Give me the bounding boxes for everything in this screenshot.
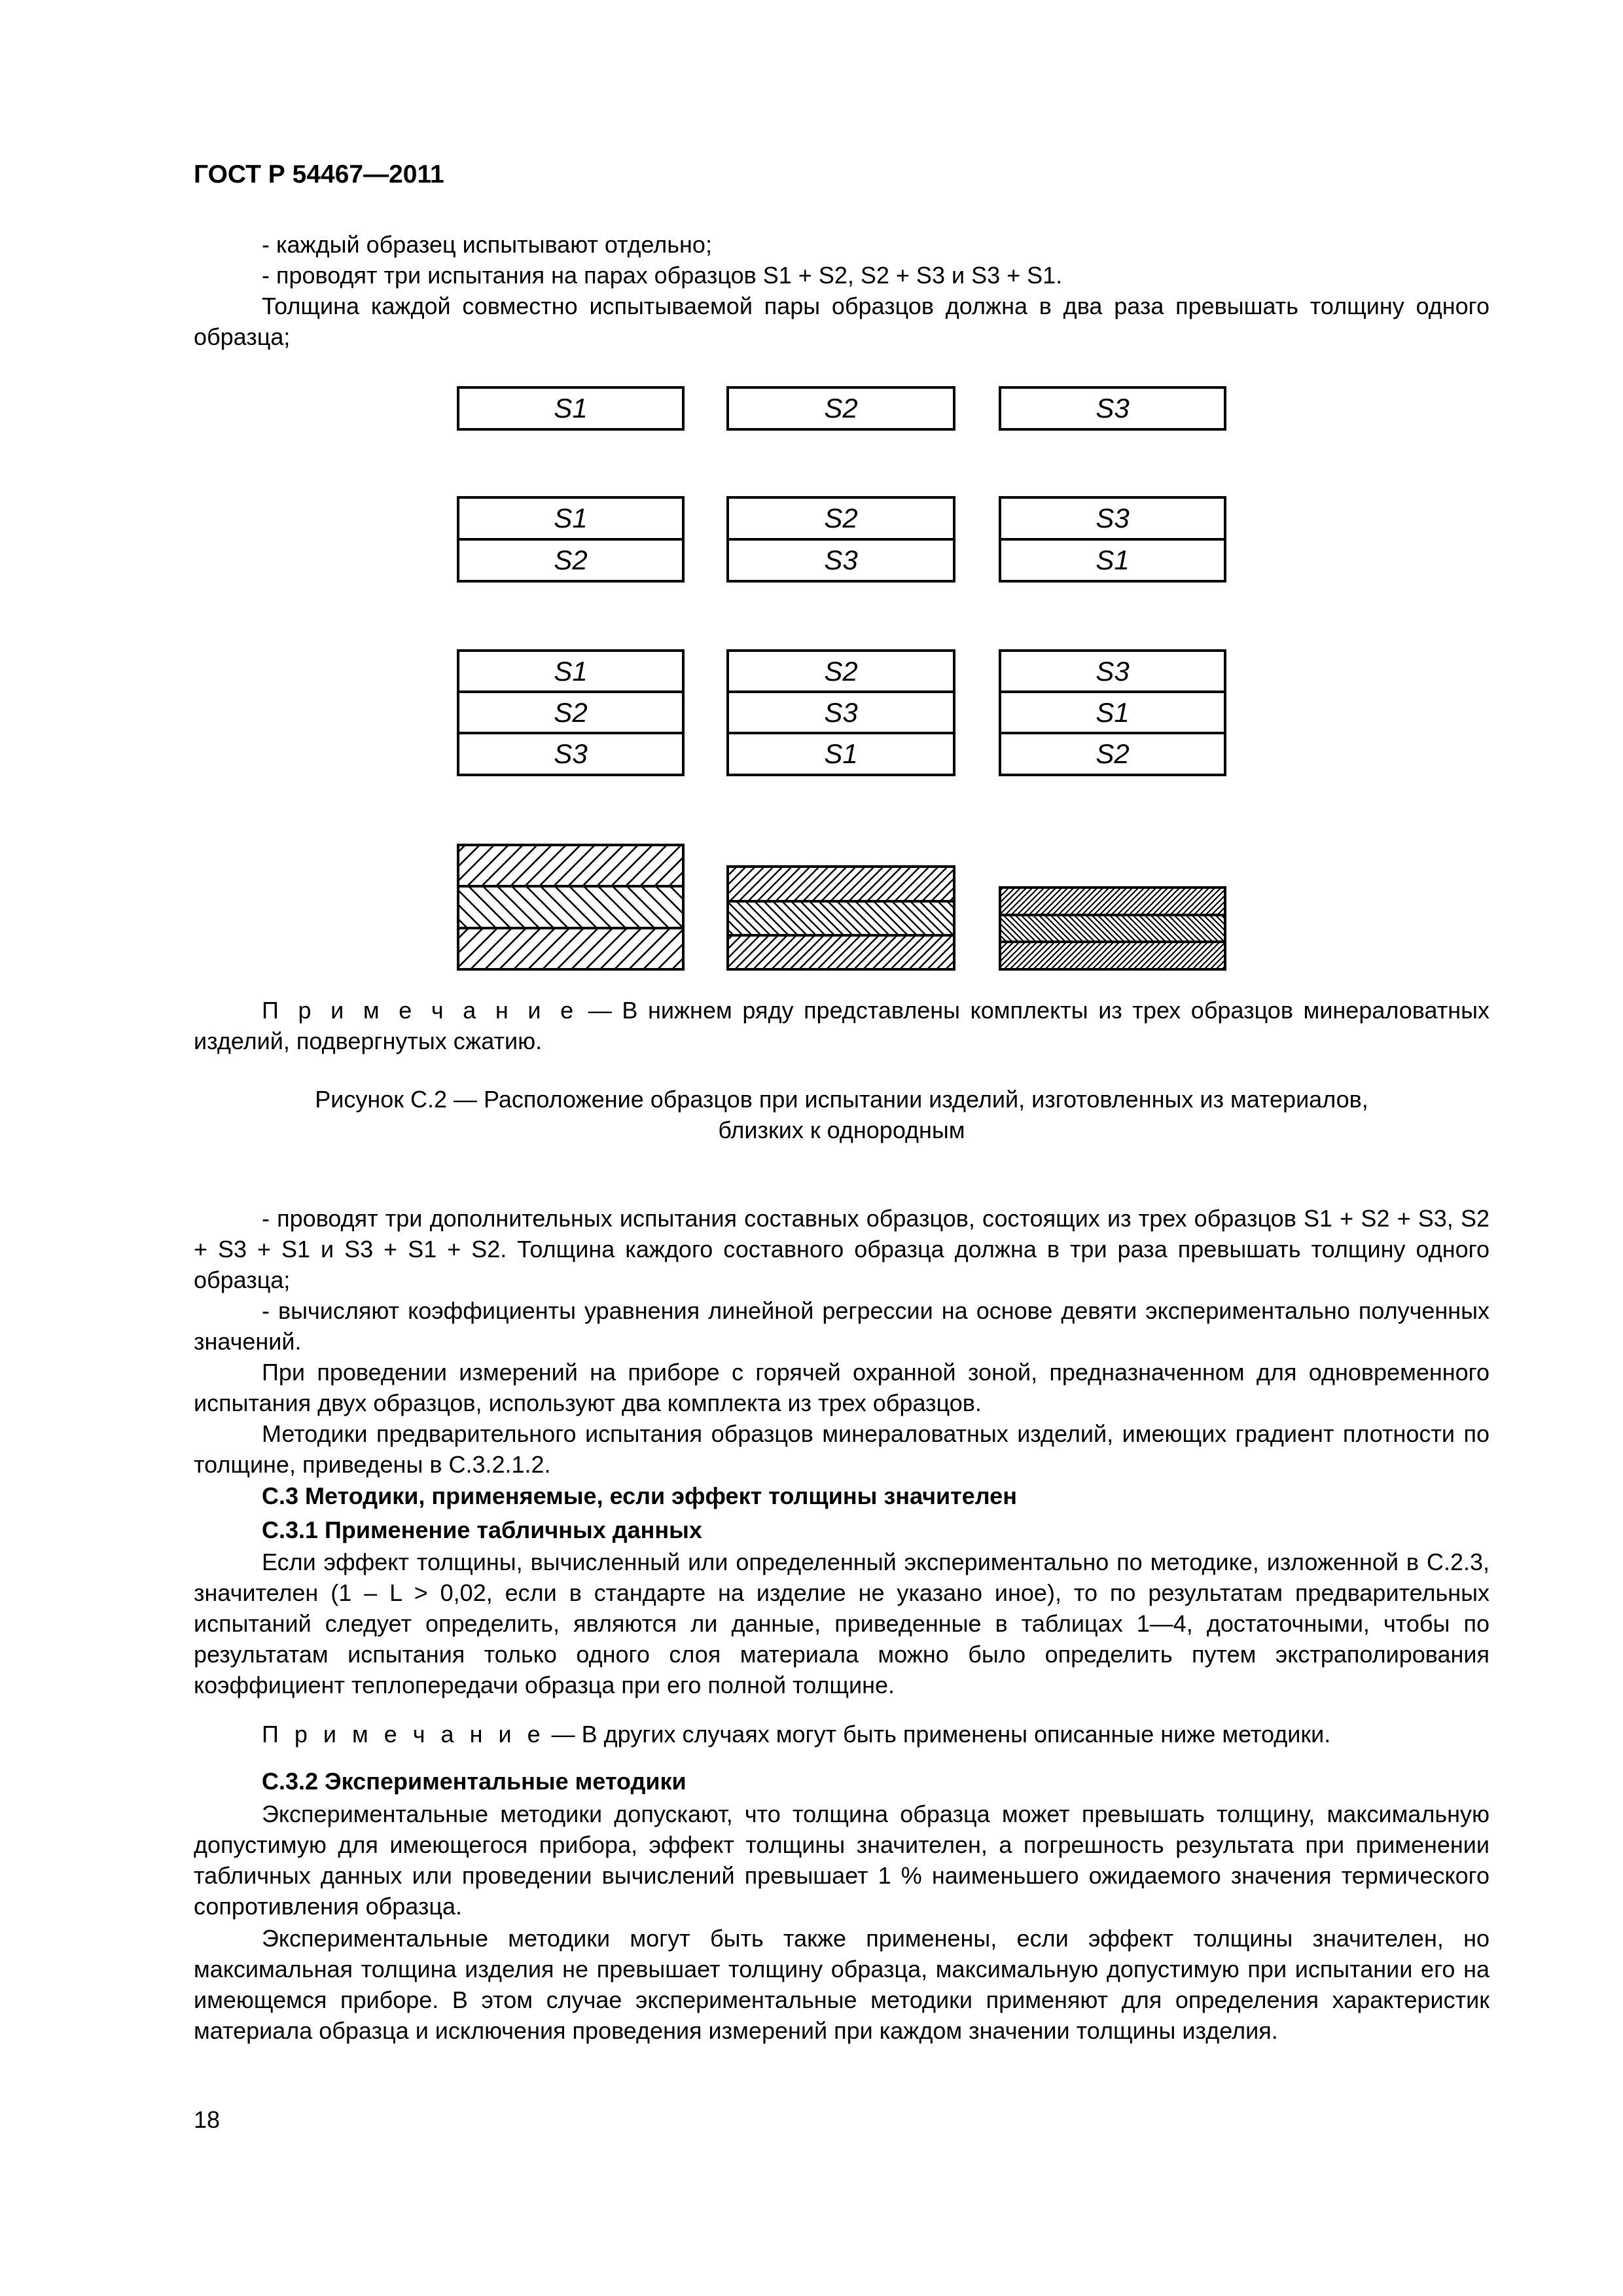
compressed-set-1 — [458, 845, 683, 969]
specimen-label: S1 — [1096, 545, 1130, 575]
heading-c32: С.3.2 Экспериментальные методики — [262, 1768, 687, 1795]
heading-c3: С.3 Методики, применяемые, если эффект толщины значителен — [262, 1482, 1017, 1509]
paired-specimens-row — [458, 497, 1225, 581]
specimen-label: S2 — [554, 697, 588, 728]
figure-note — [194, 995, 1489, 1056]
compressed-set-2 — [728, 867, 954, 969]
paragraph-c32-b: Экспериментальные методики могут быть также применены, если эффект толщины значителен, но максимальная толщина изделия не превышает толщину образца, максимальную допустимую при испытании его на имеющемся приборе. В этом случае экспериментальные методики применяют для определения характеристик материала образца и исключения проведения измерений при каждом значении толщины изделия. — [194, 1925, 1489, 2044]
note-other-cases — [194, 1719, 1489, 1749]
note-text: — В нижнем ряду представлены комплекты из трех образцов минераловатных изделий, подвергнутых сжатию. — [194, 997, 1489, 1054]
list-item-composite-tests: - проводят три дополнительных испытания составных образцов, состоящих из трех образцов S1 + S2 + S3, S2 + S3 + S1 и S3 + S1 + S2. Толщина каждого составного образца должна в три раза превышать толщину одного образца; — [194, 1205, 1489, 1293]
specimen-label: S3 — [824, 697, 858, 728]
specimen-label: S2 — [824, 656, 858, 687]
compressed-specimens-row — [458, 845, 1225, 969]
specimen-label: S3 — [1096, 393, 1130, 423]
note-label: П р и м е ч а н и е — [262, 997, 579, 1024]
compressed-set-3 — [1000, 888, 1225, 969]
specimen-label: S3 — [1096, 656, 1130, 687]
figure-caption-line-2: близких к однородным — [718, 1117, 965, 1143]
intro-item-1: - каждый образец испытывают отдельно; — [262, 231, 712, 258]
specimen-label: S2 — [554, 545, 588, 575]
intro-paragraph: Толщина каждой совместно испытываемой пары образцов должна в два раза превышать толщину одного образца; — [194, 293, 1489, 350]
specimen-label: S3 — [1096, 503, 1130, 533]
specimen-label: S1 — [554, 656, 588, 687]
paragraph-c32-a: Экспериментальные методики допускают, что толщина образца может превышать толщину, максимальную допустимую для имеющегося прибора, эффект толщины значителен, а погрешность результата при применении табличных данных или проведении вычислений превышает 1 % наименьшего ожидаемого значения термического сопротивления образца. — [194, 1801, 1489, 1920]
intro-item-2: - проводят три испытания на парах образцов S1 + S2, S2 + S3 и S3 + S1. — [262, 262, 1063, 289]
triple-specimens-row — [458, 651, 1225, 775]
page-number: 18 — [194, 2106, 221, 2133]
list-item-regression: - вычисляют коэффициенты уравнения линейной регрессии на основе девяти экспериментально полученных значений. — [194, 1297, 1489, 1355]
paragraph-preliminary-methods: Методики предварительного испытания образцов минераловатных изделий, имеющих градиент плотности по толщине, приведены в С.3.2.1.2. — [194, 1420, 1489, 1478]
specimen-label: S3 — [824, 545, 858, 575]
paragraph-hot-guard: При проведении измерений на приборе с горячей охранной зоной, предназначенном для одновременного испытания двух образцов, используют два комплекта из трех образцов. — [194, 1359, 1489, 1416]
specimen-label: S1 — [554, 503, 588, 533]
specimen-arrangement-figure — [0, 0, 1623, 1047]
single-specimens-row — [458, 387, 1225, 429]
note-text: — В других случаях могут быть применены описанные ниже методики. — [544, 1721, 1331, 1748]
specimen-label: S1 — [1096, 697, 1130, 728]
specimen-label: S2 — [824, 503, 858, 533]
heading-c31: С.3.1 Применение табличных данных — [262, 1516, 702, 1543]
specimen-label: S3 — [554, 738, 588, 769]
specimen-label: S1 — [554, 393, 588, 423]
note-label: П р и м е ч а н и е — [262, 1721, 545, 1748]
document-header: ГОСТ Р 54467—2011 — [194, 160, 444, 188]
figure-caption-line-1: Рисунок С.2 — Расположение образцов при испытании изделий, изготовленных из материалов, — [315, 1086, 1368, 1113]
specimen-label: S2 — [1096, 738, 1130, 769]
paragraph-c31: Если эффект толщины, вычисленный или определенный экспериментально по методике, изложенной в С.2.3, значителен (1 – L > 0,02, если в стандарте на изделие не указано иное), то по результатам предварительных испытаний следует определить, являются ли данные, приведенные в таблицах 1—4, достаточными, чтобы по результатам испытания только одного слоя материала можно было определить путем экстраполирования коэффициент теплопередачи образца при его полной толщине. — [194, 1549, 1489, 1698]
specimen-label: S1 — [824, 738, 858, 769]
specimen-label: S2 — [824, 393, 858, 423]
